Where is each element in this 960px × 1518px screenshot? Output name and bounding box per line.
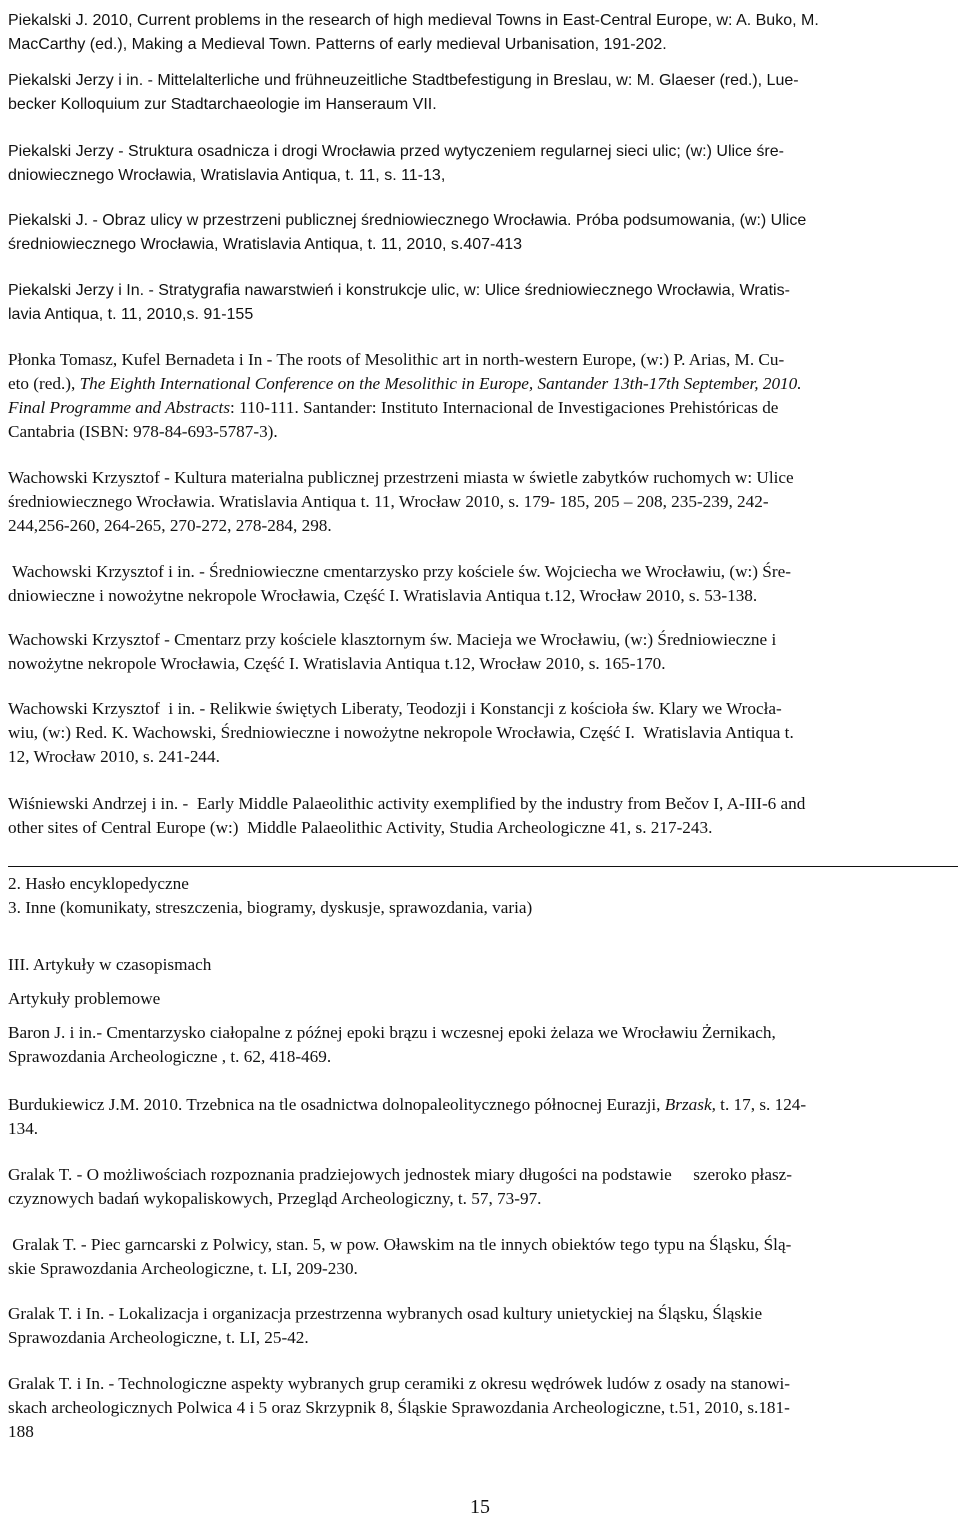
reference-entry: [8, 140, 956, 188]
article-entry: [8, 1302, 956, 1350]
reference-entry: [8, 792, 956, 840]
section-heading-other: 3. Inne (komunikaty, streszczenia, biogramy, dyskusje, sprawozdania, varia): [8, 898, 533, 917]
article-line: skie Sprawozdania Archeologiczne, t. LI, 209-230.: [8, 1259, 358, 1278]
reference-entry: [8, 9, 956, 57]
reference-line: Piekalski Jerzy i in. - Mittelalterliche und frühneuzeitliche Stadtbefestigung in Breslau, w: M. Glaeser (red.), Lue-: [8, 72, 799, 89]
reference-title-italic: The Eighth International Conference on the Mesolithic in Europe, Santander 13th-17th September, 2010.: [79, 374, 802, 393]
article-line: 134.: [8, 1119, 39, 1138]
section-heading-encyclopedia: 2. Hasło encyklopedyczne: [8, 874, 189, 893]
reference-line: Wachowski Krzysztof i in. - Relikwie świętych Liberaty, Teodozji i Konstancji z kościoła św. Klary we Wrocła-: [8, 699, 782, 718]
page-number: 15: [470, 1496, 490, 1518]
reference-line: other sites of Central Europe (w:) Middle Palaeolithic Activity, Studia Archeologiczne 41, s. 217-243.: [8, 818, 713, 837]
reference-line: [8, 396, 956, 420]
article-line: Baron J. i in.- Cmentarzysko ciałopalne z późnej epoki brązu i wczesnej epoki żelaza we Wrocławiu Żernikach,: [8, 1023, 776, 1042]
article-line: czyznowych badań wykopaliskowych, Przegląd Archeologiczny, t. 57, 73-97.: [8, 1189, 542, 1208]
section-subheading-problem-articles: Artykuły problemowe: [8, 989, 161, 1008]
article-entry: [8, 1021, 956, 1069]
reference-line: Piekalski J. - Obraz ulicy w przestrzeni publicznej średniowiecznego Wrocławia. Próba podsumowania, (w:) Ulice: [8, 212, 807, 229]
reference-line: becker Kolloquium zur Stadtarchaeologie im Hanseraum VII.: [8, 96, 437, 113]
article-journal-italic: Brzask,: [664, 1095, 716, 1114]
article-line: skach archeologicznych Polwica 4 i 5 oraz Skrzypnik 8, Śląskie Sprawozdania Archeologiczne, t.51, 2010, s.181-: [8, 1398, 790, 1417]
reference-line: nowożytne nekropole Wrocławia, Część I. Wratislavia Antiqua t.12, Wrocław 2010, s. 165-170.: [8, 654, 666, 673]
reference-line: dniowiecznego Wrocławia, Wratislavia Antiqua, t. 11, s. 11-13,: [8, 167, 446, 184]
reference-line: MacCarthy (ed.), Making a Medieval Town. Patterns of early medieval Urbanisation, 191-202.: [8, 36, 667, 53]
article-line: Sprawozdania Archeologiczne , t. 62, 418-469.: [8, 1047, 332, 1066]
section-heading: [8, 953, 956, 977]
article-entry: [8, 1372, 956, 1444]
article-line: Sprawozdania Archeologiczne, t. LI, 25-42.: [8, 1328, 309, 1347]
reference-line: Płonka Tomasz, Kufel Bernadeta i In - The roots of Mesolithic art in north-western Europe, (w:) P. Arias, M. Cu-: [8, 350, 785, 369]
reference-title-italic: Final Programme and Abstracts: [8, 398, 231, 417]
article-text: Burdukiewicz J.M. 2010. Trzebnica na tle osadnictwa dolnopaleolitycznego północnej Eurazji,: [8, 1095, 665, 1114]
reference-line: 12, Wrocław 2010, s. 241-244.: [8, 747, 220, 766]
reference-line: Cantabria (ISBN: 978-84-693-5787-3).: [8, 422, 278, 441]
section-divider: [8, 866, 958, 867]
reference-line: Wachowski Krzysztof - Cmentarz przy kościele klasztornym św. Macieja we Wrocławiu, (w:) Średniowieczne i: [8, 630, 777, 649]
reference-entry: [8, 466, 956, 538]
article-line: 188: [8, 1422, 34, 1441]
reference-line: 244,256-260, 264-265, 270-272, 278-284, 298.: [8, 516, 332, 535]
reference-entry: [8, 209, 956, 257]
reference-entry: [8, 69, 956, 117]
reference-text: eto (red.),: [8, 374, 80, 393]
article-line: Gralak T. - Piec garncarski z Polwicy, stan. 5, w pow. Oławskim na tle innych obiektów tego typu na Śląsku, Ślą-: [8, 1235, 792, 1254]
reference-line: Wachowski Krzysztof i in. - Średniowieczne cmentarzysko przy kościele św. Wojciecha we Wrocławiu, (w:) Śre-: [8, 562, 791, 581]
reference-entry: [8, 628, 956, 676]
reference-line: Piekalski Jerzy i In. - Stratygrafia nawarstwień i konstrukcje ulic, w: Ulice średniowiecznego Wrocławia, Wratis-: [8, 282, 790, 299]
reference-line: [8, 372, 956, 396]
reference-line: wiu, (w:) Red. K. Wachowski, Średniowieczne i nowożytne nekropole Wrocławia, Część I. Wratislavia Antiqua t.: [8, 723, 794, 742]
reference-line: Piekalski J. 2010, Current problems in the research of high medieval Towns in East-Central Europe, w: A. Buko, M.: [8, 12, 819, 29]
reference-line: Piekalski Jerzy - Struktura osadnicza i drogi Wrocławia przed wytyczeniem regularnej sieci ulic; (w:) Ulice śre-: [8, 143, 784, 160]
reference-line: dniowieczne i nowożytne nekropole Wrocławia, Część I. Wratislavia Antiqua t.12, Wrocław 2010, s. 53-138.: [8, 586, 758, 605]
reference-line: lavia Antiqua, t. 11, 2010,s. 91-155: [8, 306, 254, 323]
reference-entry: [8, 279, 956, 327]
article-line: [8, 1093, 956, 1117]
article-entry: [8, 1093, 956, 1141]
reference-line: średniowiecznego Wrocławia. Wratislavia Antiqua t. 11, Wrocław 2010, s. 179- 185, 205 – 208, 235-239, 242-: [8, 492, 769, 511]
article-line: Gralak T. i In. - Lokalizacja i organizacja przestrzenna wybranych osad kultury unietyckiej na Śląsku, Śląskie: [8, 1304, 763, 1323]
section-heading-articles: III. Artykuły w czasopismach: [8, 955, 212, 974]
article-entry: [8, 1233, 956, 1281]
article-text: t. 17, s. 124-: [715, 1095, 807, 1114]
reference-entry: [8, 697, 956, 769]
reference-line: średniowiecznego Wrocławia, Wratislavia Antiqua, t. 11, 2010, s.407-413: [8, 236, 523, 253]
article-line: Gralak T. i In. - Technologiczne aspekty wybranych grup ceramiki z okresu wędrówek ludów z osady na stanowi-: [8, 1374, 791, 1393]
article-entry: [8, 1163, 956, 1211]
reference-line: Wachowski Krzysztof - Kultura materialna publicznej przestrzeni miasta w świetle zabytków ruchomych w: Ulice: [8, 468, 794, 487]
article-line: Gralak T. - O możliwościach rozpoznania pradziejowych jednostek miary długości na podstawie szeroko płasz-: [8, 1165, 793, 1184]
reference-entry: [8, 348, 956, 444]
reference-entry: [8, 560, 956, 608]
section-heading: [8, 987, 956, 1011]
reference-line: Wiśniewski Andrzej i in. - Early Middle Palaeolithic activity exemplified by the industry from Bečov I, A-III-6 and: [8, 794, 806, 813]
section-heading: [8, 872, 956, 920]
reference-text: : 110-111. Santander: Instituto Internacional de Investigaciones Prehistóricas de: [230, 398, 779, 417]
